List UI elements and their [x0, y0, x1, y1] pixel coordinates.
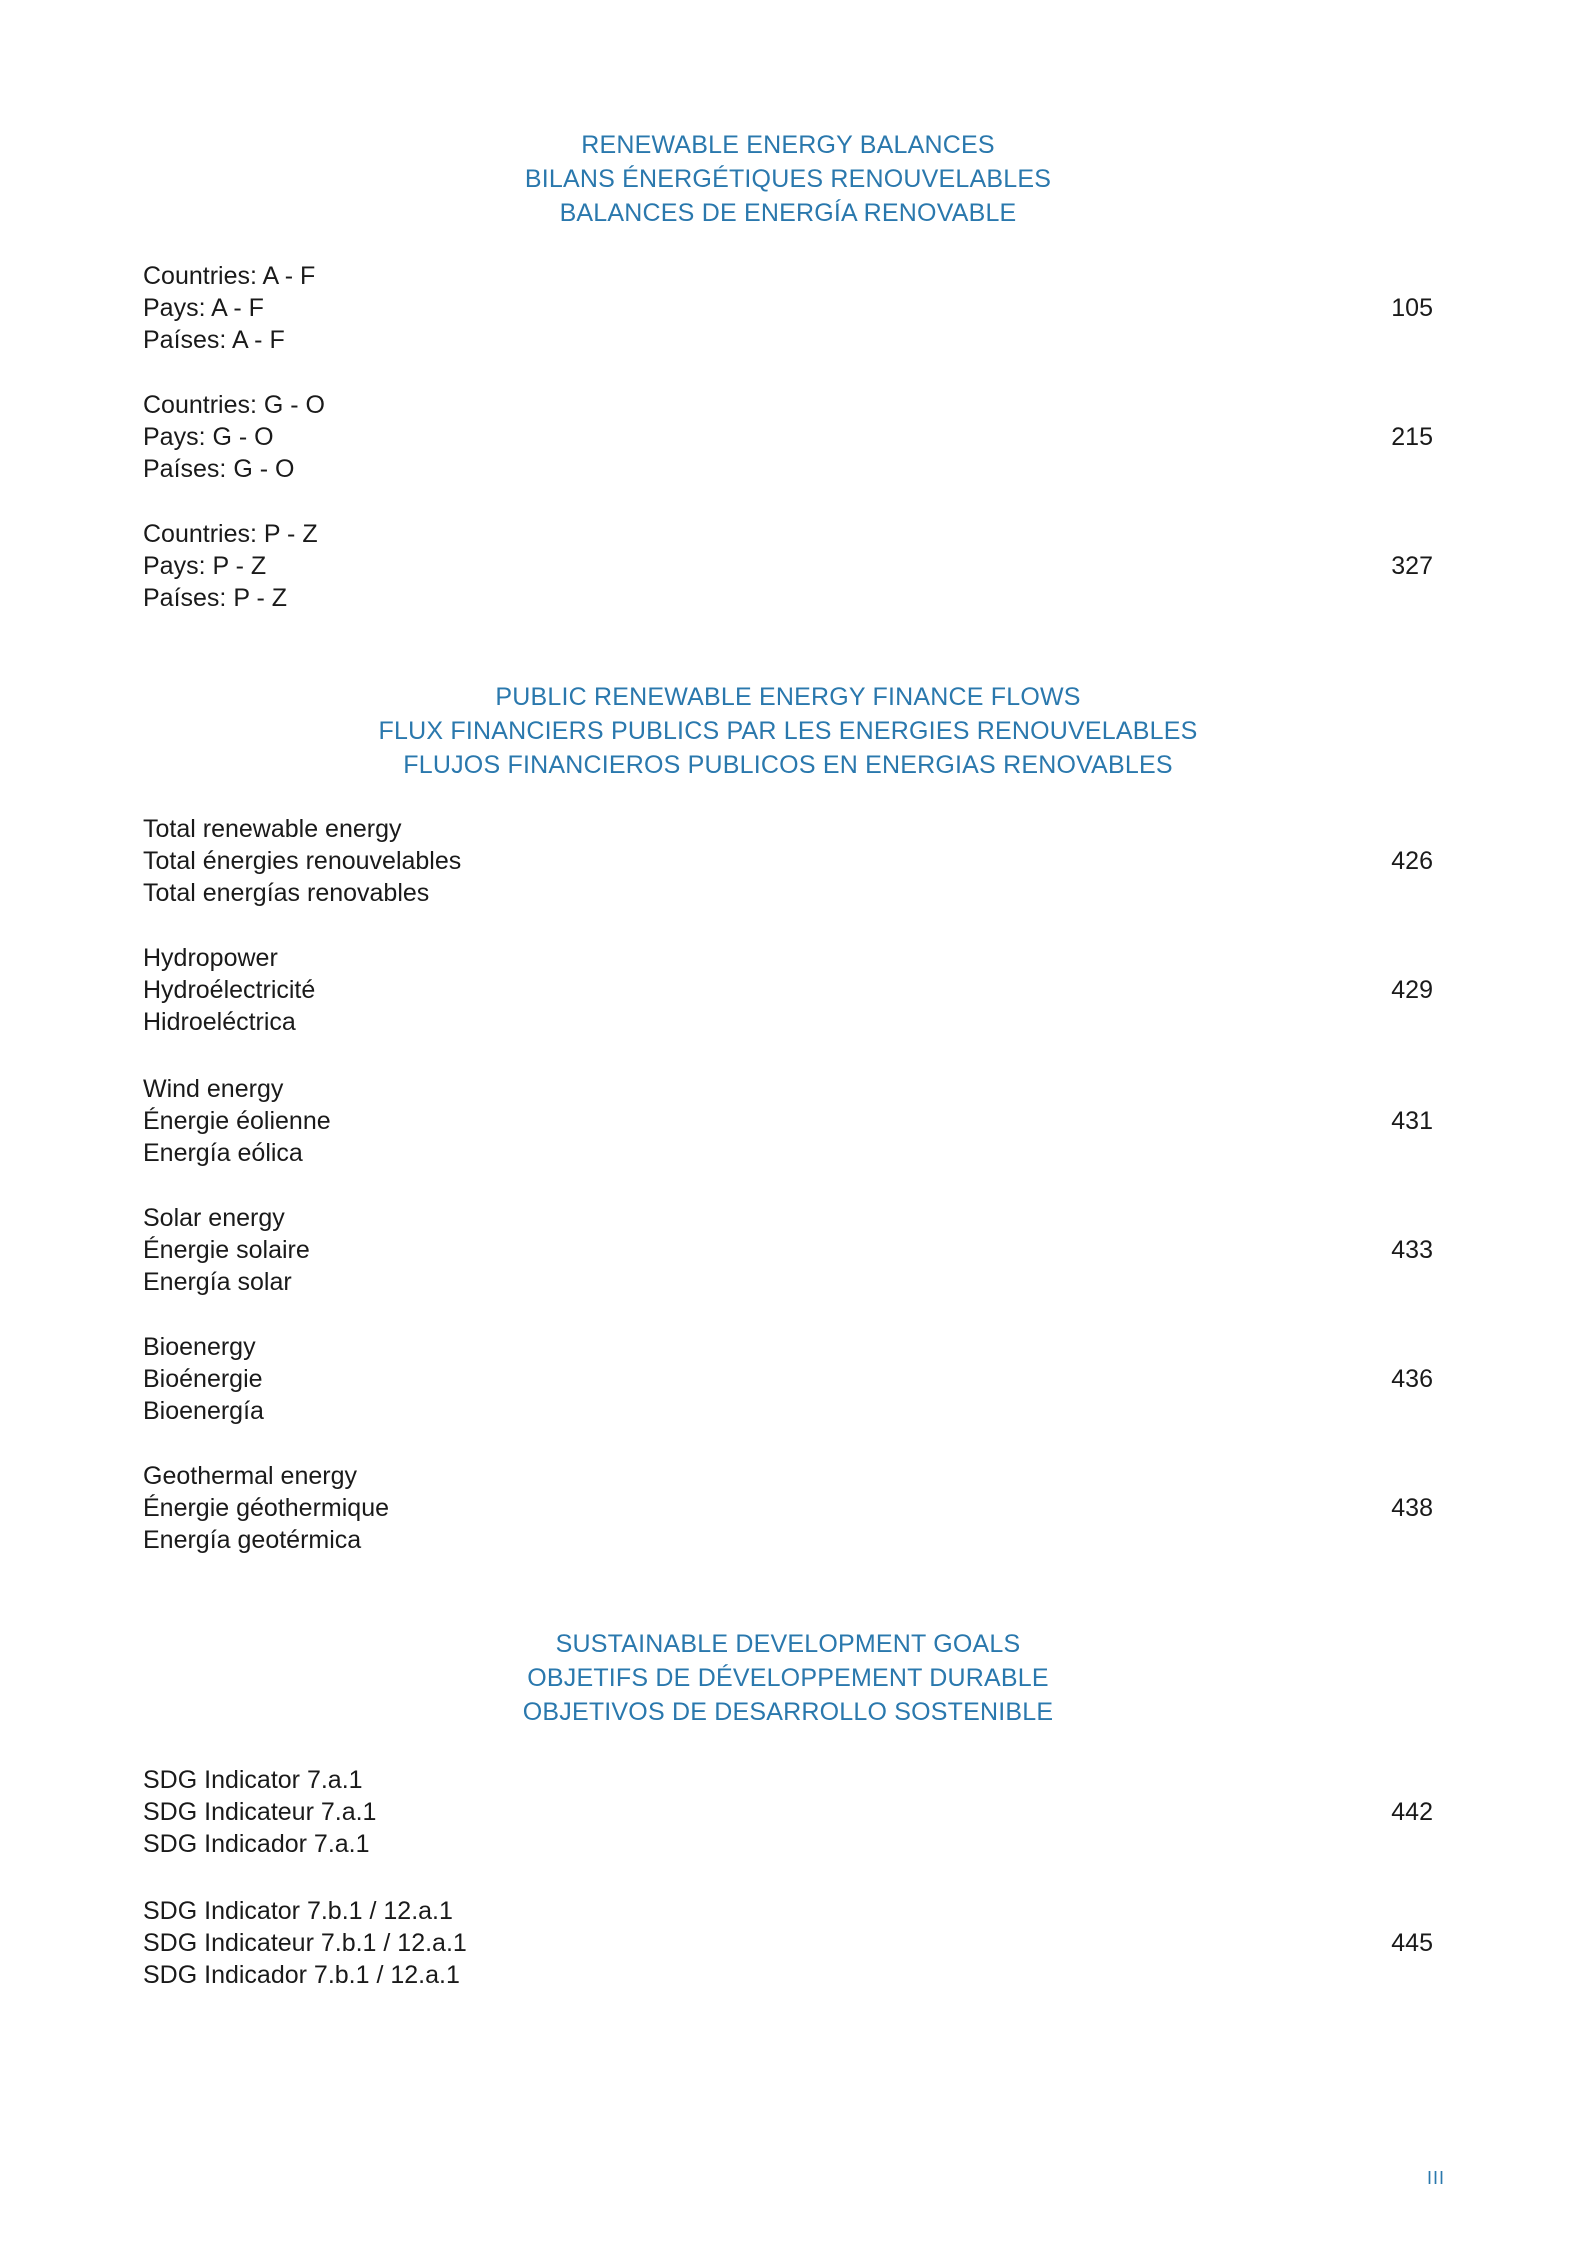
heading-line-fr: FLUX FINANCIERS PUBLICS PAR LES ENERGIES RENOUVELABLES: [378, 717, 1198, 745]
entry-label-es: Hidroeléctrica: [143, 1008, 296, 1036]
entry-label-en: Bioenergy: [143, 1333, 256, 1361]
entry-label-en: Geothermal energy: [143, 1462, 358, 1490]
entry-page-number[interactable]: 445: [1391, 1929, 1433, 1957]
toc-entry[interactable]: [143, 518, 1433, 614]
entry-labels: [143, 1202, 310, 1298]
entry-label-fr: Énergie solaire: [143, 1236, 310, 1264]
entry-label-en: Solar energy: [143, 1204, 285, 1232]
entry-page-number[interactable]: 442: [1391, 1798, 1433, 1826]
heading-line-es: FLUJOS FINANCIEROS PUBLICOS EN ENERGIAS RENOVABLES: [403, 751, 1173, 779]
entry-page-number[interactable]: 327: [1391, 552, 1433, 580]
entry-labels: [143, 1073, 331, 1169]
entry-label-en: Wind energy: [143, 1075, 284, 1103]
entry-label-es: SDG Indicador 7.a.1: [143, 1830, 370, 1858]
toc-entry[interactable]: [143, 1764, 1433, 1860]
entry-page-number[interactable]: 436: [1391, 1365, 1433, 1393]
section-heading: [143, 1627, 1433, 1729]
section-sustainable-development-goals: [143, 1627, 1433, 1989]
entry-label-fr: Pays: A - F: [143, 294, 264, 322]
entry-page-number[interactable]: 215: [1391, 423, 1433, 451]
entry-label-en: Countries: P - Z: [143, 520, 318, 548]
entry-label-es: Países: P - Z: [143, 584, 288, 612]
entry-label-fr: Total énergies renouvelables: [143, 847, 462, 875]
entry-page-number[interactable]: 438: [1391, 1494, 1433, 1522]
heading-line-fr: OBJETIFS DE DÉVELOPPEMENT DURABLE: [527, 1664, 1049, 1692]
toc-entry[interactable]: [143, 389, 1433, 485]
entry-page-number[interactable]: 431: [1391, 1107, 1433, 1135]
entry-labels: [143, 1895, 467, 1991]
entry-labels: [143, 518, 318, 614]
entry-label-en: Total renewable energy: [143, 815, 402, 843]
entry-label-es: Total energías renovables: [143, 879, 430, 907]
heading-line-es: OBJETIVOS DE DESARROLLO SOSTENIBLE: [522, 1698, 1054, 1726]
heading-line-en: RENEWABLE ENERGY BALANCES: [581, 131, 995, 159]
section-renewable-energy-balances: [143, 128, 1433, 612]
entry-page-number[interactable]: 433: [1391, 1236, 1433, 1264]
toc-entry[interactable]: [143, 1460, 1433, 1556]
heading-line-en: PUBLIC RENEWABLE ENERGY FINANCE FLOWS: [495, 683, 1081, 711]
entry-labels: [143, 260, 315, 356]
entry-label-es: SDG Indicador 7.b.1 / 12.a.1: [143, 1961, 460, 1989]
toc-entry[interactable]: [143, 1895, 1433, 1991]
entry-page-number[interactable]: 426: [1391, 847, 1433, 875]
section-heading: [143, 680, 1433, 782]
toc-entry[interactable]: [143, 1073, 1433, 1169]
entry-label-en: SDG Indicator 7.a.1: [143, 1766, 363, 1794]
heading-line-es: BALANCES DE ENERGÍA RENOVABLE: [559, 199, 1017, 227]
entry-label-fr: Énergie éolienne: [143, 1107, 331, 1135]
entry-label-fr: Énergie géothermique: [143, 1494, 389, 1522]
entry-label-es: Energía solar: [143, 1268, 292, 1296]
toc-entry[interactable]: [143, 260, 1433, 356]
toc-entry[interactable]: [143, 813, 1433, 909]
entry-labels: [143, 1331, 264, 1427]
entry-label-fr: Hydroélectricité: [143, 976, 316, 1004]
entry-label-en: SDG Indicator 7.b.1 / 12.a.1: [143, 1897, 453, 1925]
entry-label-es: Energía eólica: [143, 1139, 303, 1167]
entry-label-en: Hydropower: [143, 944, 278, 972]
entry-labels: [143, 1460, 389, 1556]
entry-label-es: Países: G - O: [143, 455, 295, 483]
entry-label-en: Countries: G - O: [143, 391, 325, 419]
heading-line-fr: BILANS ÉNERGÉTIQUES RENOUVELABLES: [524, 165, 1052, 193]
entry-page-number[interactable]: 429: [1391, 976, 1433, 1004]
entry-label-fr: Bioénergie: [143, 1365, 263, 1393]
heading-line-en: SUSTAINABLE DEVELOPMENT GOALS: [555, 1630, 1021, 1658]
section-public-finance-flows: [143, 680, 1433, 1554]
entry-labels: [143, 942, 315, 1038]
section-heading: [143, 128, 1433, 230]
entry-label-fr: Pays: G - O: [143, 423, 274, 451]
entry-label-en: Countries: A - F: [143, 262, 316, 290]
entry-label-fr: SDG Indicateur 7.b.1 / 12.a.1: [143, 1929, 467, 1957]
entry-labels: [143, 1764, 376, 1860]
entry-labels: [143, 389, 325, 485]
entry-page-number[interactable]: 105: [1391, 294, 1433, 322]
entry-label-es: Bioenergía: [143, 1397, 264, 1425]
entry-labels: [143, 813, 461, 909]
entry-label-fr: Pays: P - Z: [143, 552, 267, 580]
entry-label-es: Países: A - F: [143, 326, 285, 354]
entry-label-fr: SDG Indicateur 7.a.1: [143, 1798, 377, 1826]
page-number: III: [1426, 2168, 1445, 2188]
toc-entry[interactable]: [143, 1331, 1433, 1427]
toc-entry[interactable]: [143, 1202, 1433, 1298]
entry-label-es: Energía geotérmica: [143, 1526, 362, 1554]
toc-entry[interactable]: [143, 942, 1433, 1038]
